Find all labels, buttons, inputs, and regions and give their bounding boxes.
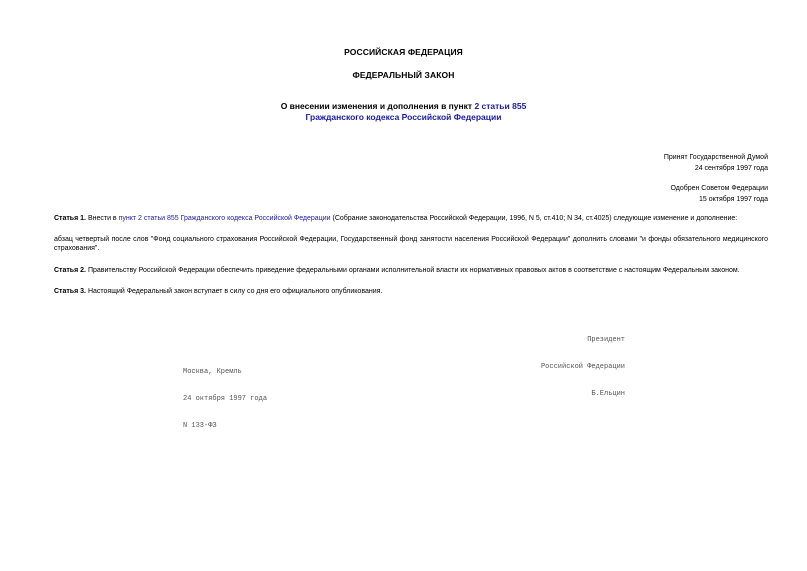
country-heading: РОССИЙСКАЯ ФЕДЕРАЦИЯ: [344, 47, 463, 57]
sign-date: 24 октября 1997 года: [183, 395, 268, 403]
place-date-block: [183, 350, 267, 440]
article-2-text: Правительству Российской Федерации обеспечить приведение федеральными органами исполнительной власти их нормативных правовых актов в соответствие с настоящим Федеральным законом.: [87, 267, 740, 274]
approved-date: 15 октября 1997 года: [699, 196, 768, 203]
law-number: N 133-ФЗ: [183, 422, 217, 430]
signature-name: Б.Ельцин: [591, 390, 625, 398]
law-title-line1: [0, 101, 807, 112]
doc-type-heading: ФЕДЕРАЛЬНЫЙ ЗАКОН: [352, 70, 455, 80]
article-1-after: (Собрание законодательства Российской Федерации, 1996, N 5, ст.410; N 34, ст.4025) следующие изменение и дополнение:: [332, 215, 738, 222]
article-1-link[interactable]: пункт 2 статьи 855 Гражданского кодекса Российской Федерации: [118, 215, 331, 222]
signature-country: Российской Федерации: [540, 363, 625, 371]
place: Москва, Кремль: [183, 368, 242, 376]
article-1-subparagraph: абзац четвертый после слов "Фонд социального страхования Российской Федерации, Государственный фонд занятости населения Российской Федерации" дополнить словами "и фонды обязательного медицинского страхования".: [54, 236, 768, 252]
code-link[interactable]: Гражданского кодекса Российской Федерации: [305, 112, 502, 122]
article-1-before: Внести в: [87, 215, 117, 222]
article-2-label: Статья 2.: [54, 267, 86, 274]
article-3: [54, 287, 768, 296]
signature-block: [541, 318, 625, 408]
signature-title: Президент: [587, 336, 625, 344]
adoption-block: [664, 152, 768, 205]
article-2: [54, 266, 768, 275]
article-1-label: Статья 1.: [54, 215, 86, 222]
article-1: [54, 214, 768, 223]
article-3-text: Настоящий Федеральный закон вступает в силу со дня его официального опубликования.: [87, 288, 383, 295]
adopted-date: 24 сентября 1997 года: [694, 165, 768, 172]
article-3-label: Статья 3.: [54, 288, 86, 295]
adopted-label: Принят Государственной Думой: [663, 154, 768, 161]
article-link[interactable]: 2 статьи 855: [474, 101, 527, 111]
law-title: [0, 101, 807, 123]
approved-label: Одобрен Советом Федерации: [670, 185, 768, 192]
law-title-prefix: О внесении изменения и дополнения в пункт: [280, 101, 473, 111]
